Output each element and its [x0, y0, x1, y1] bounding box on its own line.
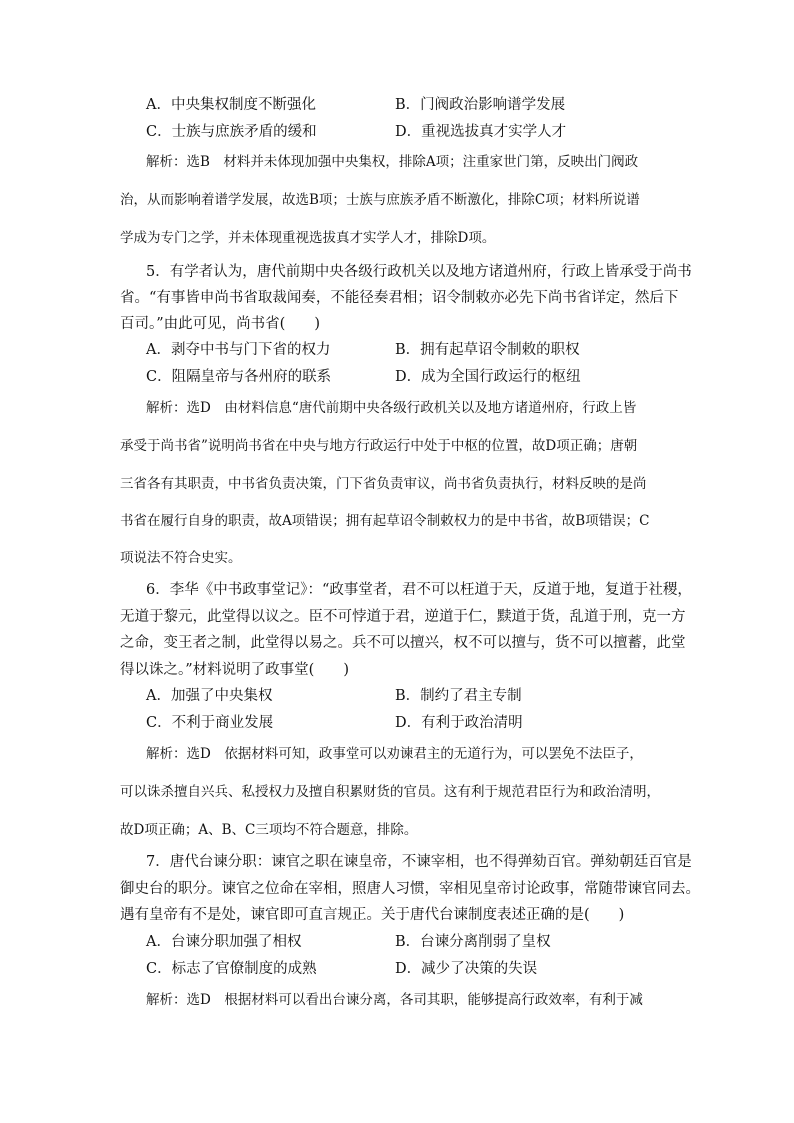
q6-option-a: A．加强了中央集权	[146, 688, 273, 704]
q7-analysis-line-1: 解析：选D 根据材料可以看出台谏分离，各司其职，能够提高行政效率，有利于减	[146, 992, 643, 1008]
q4-option-c: C．士族与庶族矛盾的缓和	[146, 124, 317, 140]
q6-option-c: C．不利于商业发展	[146, 715, 274, 731]
q4-analysis-line-2: 治，从而影响着谱学发展，故选B项；士族与庶族矛盾不断激化，排除C项；材料所说谱	[120, 192, 640, 208]
q4-analysis-line-3: 学成为专门之学，并未体现重视选拔真才实学人才，排除D项。	[120, 230, 496, 246]
q7-option-b: B．台谏分离削弱了皇权	[395, 934, 551, 950]
q4-analysis-line-1: 解析：选B 材料并未体现加强中央集权，排除A项；注重家世门第，反映出门阀政	[146, 154, 639, 170]
q6-stem-line-1: 6．李华《中书政事堂记》：“政事堂者，君不可以枉道于天，反道于地，复道于社稷，	[146, 582, 692, 598]
q6-analysis-line-2: 可以诛杀擅自兴兵、私授权力及擅自积累财货的官员。这有利于规范君臣行为和政治清明，	[120, 784, 660, 800]
q5-stem-line-2: 省。“有事皆申尚书省取裁闻奏，不能径奏君相；诏令制敕亦必先下尚书省详定，然后下	[120, 290, 679, 306]
q5-option-b: B．拥有起草诏令制敕的职权	[395, 342, 580, 358]
q5-option-d: D．成为全国行政运行的枢纽	[395, 369, 581, 385]
q6-analysis-line-1: 解析：选D 依据材料可知，政事堂可以劝谏君主的无道行为，可以罢免不法臣子，	[146, 746, 643, 762]
q5-analysis-line-5: 项说法不符合史实。	[120, 550, 242, 566]
q7-stem-line-1: 7．唐代台谏分职：谏官之职在谏皇帝，不谏宰相，也不得弹劾百官。弹劾朝廷百官是	[146, 854, 692, 870]
q4-option-d: D．重视选拔真才实学人才	[395, 124, 567, 140]
q6-option-b: B．制约了君主专制	[395, 688, 522, 704]
q5-stem-line-3: 百司。”由此可见，尚书省( )	[120, 316, 320, 332]
q6-stem-line-3: 之命，变王者之制，此堂得以易之。兵不可以擅兴，权不可以擅与，货不可以擅蓄，此堂	[120, 635, 686, 651]
q6-stem-line-4: 得以诛之。”材料说明了政事堂( )	[120, 662, 349, 678]
q7-option-a: A．台谏分职加强了相权	[146, 934, 302, 950]
q7-option-c: C．标志了官僚制度的成熟	[146, 961, 317, 977]
q7-stem-line-3: 遇有皇帝有不是处，谏官即可直言规正。关于唐代台谏制度表述正确的是( )	[120, 907, 625, 923]
q6-option-d: D．有利于政治清明	[395, 715, 523, 731]
q5-analysis-line-4: 书省在履行自身的职责，故A项错误；拥有起草诏令制敕权力的是中书省，故B项错误；C	[120, 513, 650, 529]
q5-option-c: C．阻隔皇帝与各州府的联系	[146, 369, 332, 385]
q5-stem-line-1: 5．有学者认为，唐代前期中央各级行政机关以及地方诸道州府，行政上皆承受于尚书	[146, 264, 692, 280]
q6-analysis-line-3: 故D项正确；A、B、C三项均不符合题意，排除。	[120, 822, 418, 838]
q5-analysis-line-3: 三省各有其职责，中书省负责决策，门下省负责审议，尚书省负责执行，材料反映的是尚	[120, 476, 647, 492]
q4-option-a: A．中央集权制度不断强化	[146, 97, 316, 113]
q7-stem-line-2: 御史台的职分。谏官之位命在宰相，照唐人习惯，宰相见皇帝讨论政事，常随带谏官同去。	[120, 881, 700, 897]
q5-option-a: A．剥夺中书与门下省的权力	[146, 342, 331, 358]
q5-analysis-line-1: 解析：选D 由材料信息“唐代前期中央各级行政机关以及地方诸道州府，行政上皆	[146, 400, 637, 416]
q5-analysis-line-2: 承受于尚书省”说明尚书省在中央与地方行政运行中处于中枢的位置，故D项正确；唐朝	[120, 438, 638, 454]
q7-option-d: D．减少了决策的失误	[395, 961, 538, 977]
q6-stem-line-2: 无道于黎元，此堂得以议之。臣不可悖道于君，逆道于仁，黩道于货，乱道于刑，克一方	[120, 609, 686, 625]
q4-option-b: B．门阀政治影响谱学发展	[395, 97, 566, 113]
